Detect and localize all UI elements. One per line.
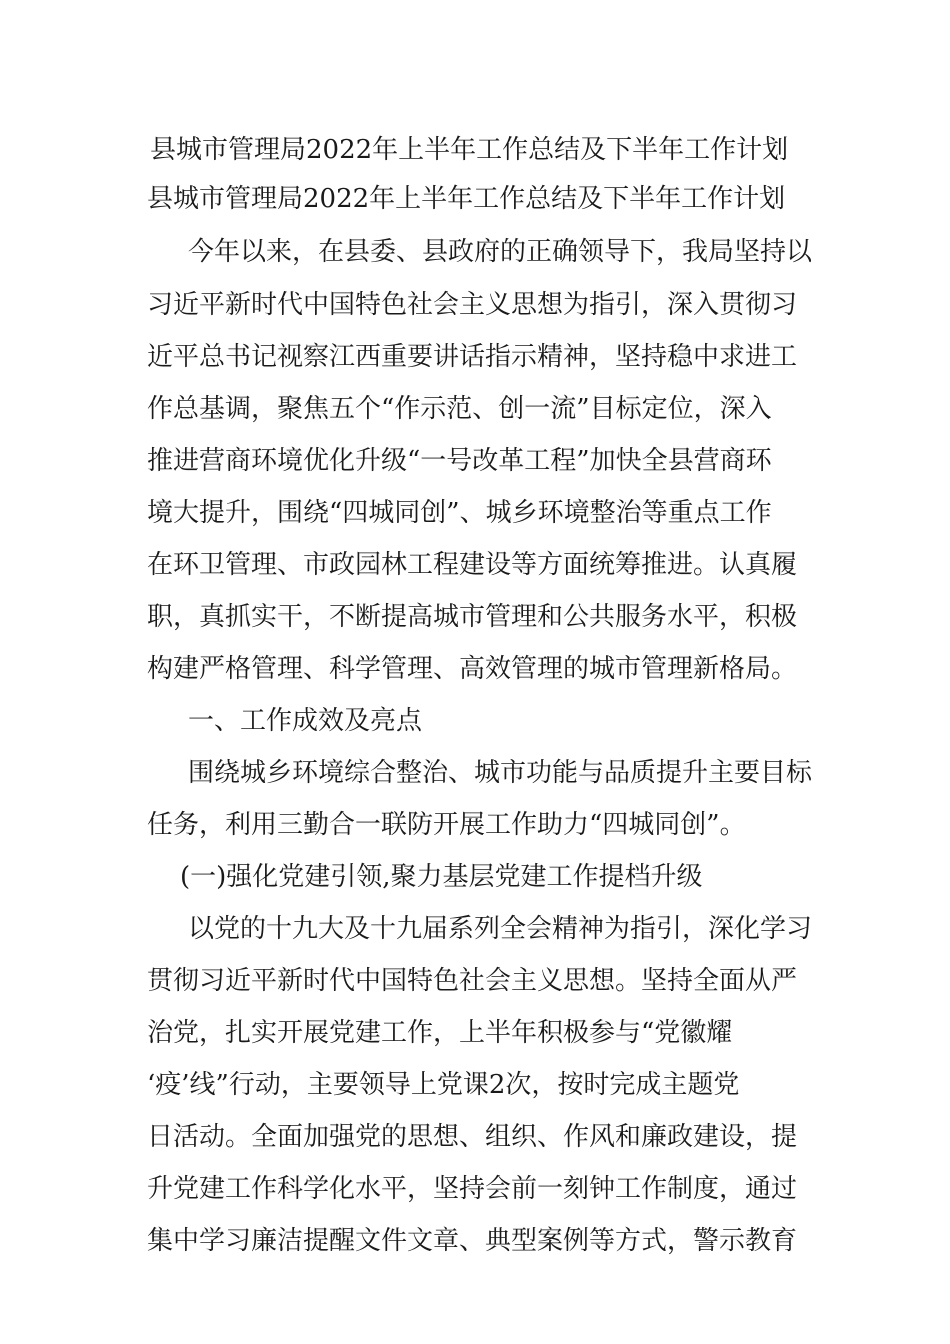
paragraph-line: 近平总书记视察江西重要讲话指示精神，坚持稳中求进工 (147, 342, 798, 372)
paragraph-line: 贯彻习近平新时代中国特色社会主义思想。坚持全面从严 (147, 966, 798, 996)
paragraph-line: 习近平新时代中国特色社会主义思想为指引，深入贯彻习 (147, 290, 798, 320)
paragraph-line: 职，真抓实干，不断提高城市管理和公共服务水平，积极 (147, 602, 798, 632)
paragraph-line: 以党的十九大及十九届系列全会精神为指引，深化学习 (188, 914, 813, 944)
paragraph-line: 今年以来，在县委、县政府的正确领导下，我局坚持以 (188, 237, 813, 267)
paragraph-line: 境大提升，围绕“四城同创”、城乡环境整治等重点工作 (147, 498, 772, 528)
paragraph-line: 升党建工作科学化水平，坚持会前一刻钟工作制度，通过 (147, 1174, 798, 1204)
subsection-heading: (一)强化党建引领,聚力基层党建工作提档升级 (180, 862, 703, 892)
paragraph-line: 任务，利用三勤合一联防开展工作助力“四城同创”。 (147, 810, 746, 840)
document-title: 县城市管理局2022年上半年工作总结及下半年工作计划 (150, 135, 789, 165)
paragraph-line: 在环卫管理、市政园林工程建设等方面统筹推进。认真履 (147, 550, 798, 580)
section-heading: 一、工作成效及亮点 (188, 706, 423, 736)
paragraph-line: 推进营商环境优化升级“一号改革工程”加快全县营商环 (147, 446, 772, 476)
paragraph-line: 日活动。全面加强党的思想、组织、作风和廉政建设，提 (147, 1122, 798, 1152)
document-title-repeat: 县城市管理局2022年上半年工作总结及下半年工作计划 (147, 184, 786, 214)
paragraph-line: 治党，扎实开展党建工作，上半年积极参与“党徽耀 (147, 1018, 733, 1048)
paragraph-line: 构建严格管理、科学管理、高效管理的城市管理新格局。 (147, 654, 798, 684)
paragraph-line: 作总基调，聚焦五个“作示范、创一流”目标定位，深入 (147, 394, 772, 424)
paragraph-line: 围绕城乡环境综合整治、城市功能与品质提升主要目标 (188, 758, 813, 788)
paragraph-line: 集中学习廉洁提醒文件文章、典型案例等方式，警示教育 (147, 1226, 798, 1256)
paragraph-line: ‘疫’线”行动，主要领导上党课2次，按时完成主题党 (147, 1070, 740, 1100)
